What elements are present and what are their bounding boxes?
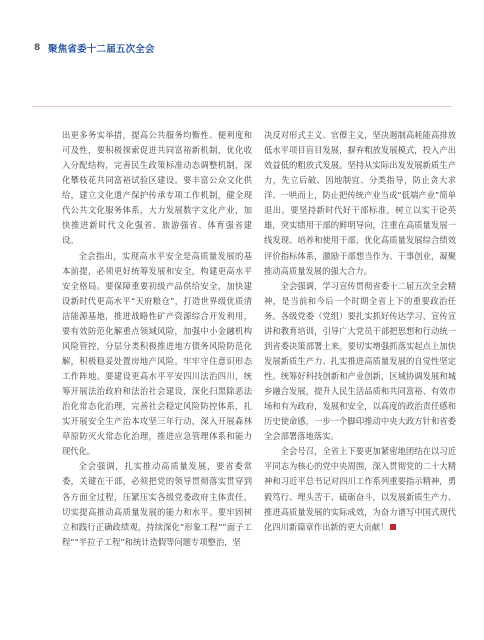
paragraph: 决反对形式主义、官僚主义，坚决遏制高耗能高排放低水平项目盲目发展，摒弃粗放发展模式，投入产出效益低的粗放式发展。坚持从实际出发发展新质生产力，先立后破、因地制宜、分类指导，防止贪大求洋、一哄而上，防止把传统产业当成“低端产业”简单退出。要坚持新时代好干部标准，树立以实干论英雄，突实绩用干部的鲜明导向，注重在高质量发展一线发现、培养和使用干部，优化高质量发展综合绩效评价指标体系，激励干部想当作为、干事创业，凝聚推动高质量发展的强大合力。 xyxy=(264,130,456,276)
closing-paragraph xyxy=(264,444,456,534)
section-title: 聚焦省委十二届五次全会 xyxy=(48,44,155,55)
right-column xyxy=(264,128,456,535)
paragraph-text: 全会号召，全省上下要更加紧密地团结在以习近平同志为核心的党中央周围，深入贯彻党的二十大精神和习近平总书记对四川工作系列重要指示精神，勇毅笃行、埋头苦干、砥砺奋斗，以发展新质生产力、推进高质量发展的实际成效，为奋力谱写中国式现代化四川新篇章作出新的更大贡献！ xyxy=(264,446,456,532)
page-header xyxy=(34,40,155,56)
left-column xyxy=(62,128,252,550)
page-number: 8 xyxy=(34,43,41,53)
paragraph: 出更多务实举措，提高公共服务均衡性、便利度和可及性，要积极探索促进共同富裕新机制，优化收入分配结构，完善民生政策标准动态调整机制，深化攀枝花共同富裕试验区建设。要丰富公众文化供给，建立文化遗产保护传承专项工作机制，健全现代公共文化服务体系，大力发展数字文化产业，加快推进新时代文化强省、旅游强省、体育强省建设。 xyxy=(62,130,252,246)
paragraph: 全会指出，实现高水平安全是高质量发展的基本前提，必须更好统筹发展和安全，构建更高水平安全格局。要保障重要初级产品供给安全，加快建设新时代更高水平“天府粮仓”，打造世界级优质清洁能源基地，推进战略性矿产资源综合开发利用，要有效防范化解重点领域风险，加强中小金融机构风险管控，分层分类积极推进地方债务风险防范化解，积极稳妥处置房地产风险。牢牢守住意识形态工作阵地。要建设更高水平平安四川法治四川，统筹开展法治政府和法治社会建设，深化扫黑除恶法治化常态化治理，完善社会稳定风险防控体系，扎实开展安全生产治本攻坚三年行动，深入开展森林草原防灭火常态化治理，推进应急管理体系和能力现代化。 xyxy=(62,250,252,457)
header-divider xyxy=(32,106,452,107)
article-end-mark-icon xyxy=(390,524,396,530)
paragraph: 全会强调，学习宣传贯彻省委十二届五次全会精神，是当前和今后一个时期全省上下的重要政治任务。各级党委（党组）要扎实抓好传达学习、宣传宣讲和教育培训，引导广大党员干部把思想和行动统一到省委决策部署上来。要切实增强抓落实起点上加快发展新质生产力、扎实推进高质量发展的自觉性坚定性。统筹好科技创新和产业创新，区域协调发展和城乡融合发展，提升人民生活品质和共同富裕、有效市场和有为政府，发展和安全，以高度的政治责任感和历史使命感，一步一个脚印推动中央大政方针和省委全会部署落地落实。 xyxy=(264,280,456,442)
paragraph: 全会强调，扎实推动高质量发展，要省委常委，关键在干部，必须把党的领导贯彻落实贯穿到各方面全过程，压紧压实各级党委政府主体责任，切实提高推动高质量发展的能力和水平。要牢固树立和践行正确政绩观，持续深化“形象工程”“面子工程”“半拉子工程”和统计造假等问题专项整治，坚 xyxy=(62,461,252,547)
